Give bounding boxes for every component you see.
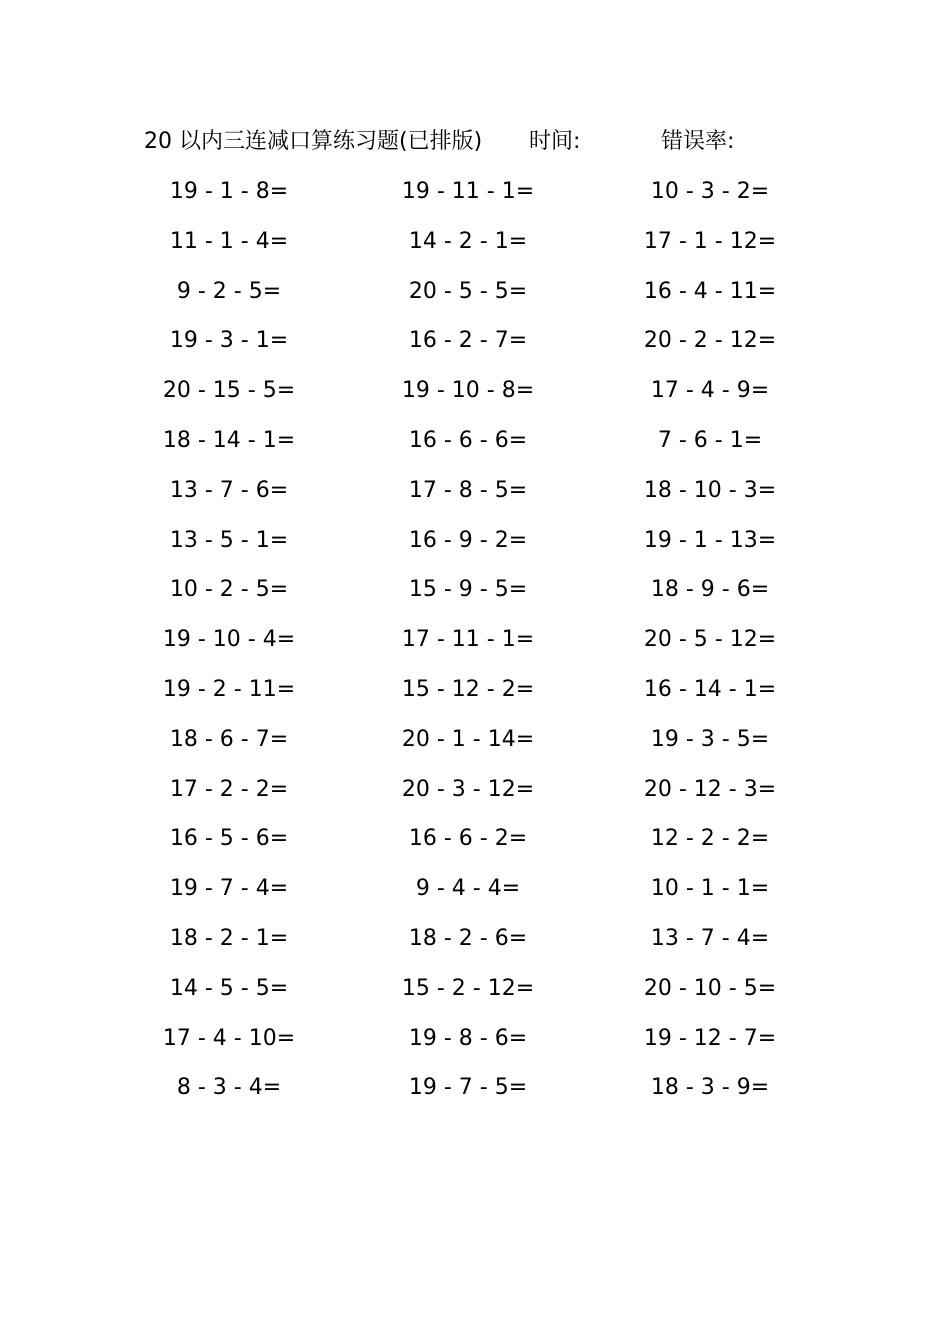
- problem-item: 19 - 12 - 7=: [643, 1025, 777, 1051]
- worksheet-title: 20 以内三连减口算练习题(已排版): [144, 129, 483, 154]
- problem-item: 19 - 1 - 13=: [643, 527, 777, 553]
- problem-item: 20 - 2 - 12=: [643, 328, 777, 354]
- problem-item: 20 - 15 - 5=: [162, 378, 296, 404]
- problem-row: [0, 670, 950, 720]
- problem-item: 18 - 10 - 3=: [643, 477, 777, 503]
- problem-item: 18 - 3 - 9=: [650, 1075, 770, 1101]
- error-rate-label: 错误率:: [661, 129, 735, 154]
- problem-item: 16 - 14 - 1=: [643, 676, 777, 702]
- problem-row: [0, 1019, 950, 1069]
- problem-item: 12 - 2 - 2=: [650, 826, 770, 852]
- problem-item: 17 - 2 - 2=: [169, 776, 289, 802]
- problem-row: [0, 919, 950, 969]
- problem-item: 13 - 7 - 6=: [169, 477, 289, 503]
- problem-row: [0, 272, 950, 322]
- problem-item: 18 - 2 - 6=: [408, 925, 528, 951]
- problem-item: 17 - 1 - 12=: [643, 228, 777, 254]
- problem-item: 19 - 3 - 1=: [169, 328, 289, 354]
- problem-item: 17 - 4 - 9=: [650, 378, 770, 404]
- problem-row: [0, 321, 950, 371]
- problem-item: 20 - 12 - 3=: [643, 776, 777, 802]
- problem-item: 9 - 2 - 5=: [176, 278, 282, 304]
- problem-item: 11 - 1 - 4=: [169, 228, 289, 254]
- problem-item: 7 - 6 - 1=: [657, 427, 763, 453]
- problem-item: 19 - 7 - 4=: [169, 876, 289, 902]
- problem-item: 16 - 4 - 11=: [643, 278, 777, 304]
- problem-row: [0, 869, 950, 919]
- problem-row: [0, 620, 950, 670]
- problem-item: 10 - 2 - 5=: [169, 577, 289, 603]
- problem-item: 18 - 9 - 6=: [650, 577, 770, 603]
- problem-row: [0, 570, 950, 620]
- time-label: 时间:: [529, 129, 581, 154]
- problem-item: 19 - 11 - 1=: [401, 179, 535, 204]
- problem-item: 19 - 10 - 8=: [401, 378, 535, 404]
- problem-row: [0, 421, 950, 471]
- problem-row: [0, 1068, 950, 1118]
- problem-item: 19 - 2 - 11=: [162, 676, 296, 702]
- problem-item: 8 - 3 - 4=: [176, 1075, 282, 1101]
- problem-item: 16 - 2 - 7=: [408, 328, 528, 354]
- problem-item: 14 - 5 - 5=: [169, 975, 289, 1001]
- problem-item: 20 - 3 - 12=: [401, 776, 535, 802]
- problem-item: 18 - 14 - 1=: [162, 427, 296, 453]
- problem-item: 19 - 1 - 8=: [169, 179, 289, 204]
- problem-item: 18 - 6 - 7=: [169, 726, 289, 752]
- problem-item: 19 - 7 - 5=: [408, 1075, 528, 1101]
- problem-row: [0, 172, 950, 222]
- problem-item: 17 - 4 - 10=: [162, 1025, 296, 1051]
- problem-item: 15 - 9 - 5=: [408, 577, 528, 603]
- problem-row: [0, 969, 950, 1019]
- worksheet-header: [144, 126, 864, 158]
- problem-row: [0, 222, 950, 272]
- problem-item: 17 - 8 - 5=: [408, 477, 528, 503]
- problem-item: 16 - 5 - 6=: [169, 826, 289, 852]
- problem-item: 19 - 8 - 6=: [408, 1025, 528, 1051]
- problem-item: 20 - 1 - 14=: [401, 726, 535, 752]
- problem-grid: [0, 172, 950, 1118]
- problem-row: [0, 720, 950, 770]
- problem-item: 19 - 3 - 5=: [650, 726, 770, 752]
- problem-item: 13 - 7 - 4=: [650, 925, 770, 951]
- problem-item: 20 - 5 - 5=: [408, 278, 528, 304]
- problem-item: 17 - 11 - 1=: [401, 627, 535, 653]
- problem-item: 10 - 3 - 2=: [650, 179, 770, 204]
- problem-row: [0, 770, 950, 820]
- problem-item: 10 - 1 - 1=: [650, 876, 770, 902]
- problem-item: 16 - 6 - 6=: [408, 427, 528, 453]
- problem-item: 20 - 10 - 5=: [643, 975, 777, 1001]
- problem-row: [0, 819, 950, 869]
- problem-item: 9 - 4 - 4=: [415, 876, 521, 902]
- problem-item: 16 - 6 - 2=: [408, 826, 528, 852]
- problem-item: 14 - 2 - 1=: [408, 228, 528, 254]
- problem-row: [0, 471, 950, 521]
- problem-row: [0, 521, 950, 571]
- problem-item: 20 - 5 - 12=: [643, 627, 777, 653]
- problem-item: 18 - 2 - 1=: [169, 925, 289, 951]
- problem-item: 15 - 12 - 2=: [401, 676, 535, 702]
- problem-item: 19 - 10 - 4=: [162, 627, 296, 653]
- problem-item: 16 - 9 - 2=: [408, 527, 528, 553]
- problem-item: 15 - 2 - 12=: [401, 975, 535, 1001]
- problem-row: [0, 371, 950, 421]
- problem-item: 13 - 5 - 1=: [169, 527, 289, 553]
